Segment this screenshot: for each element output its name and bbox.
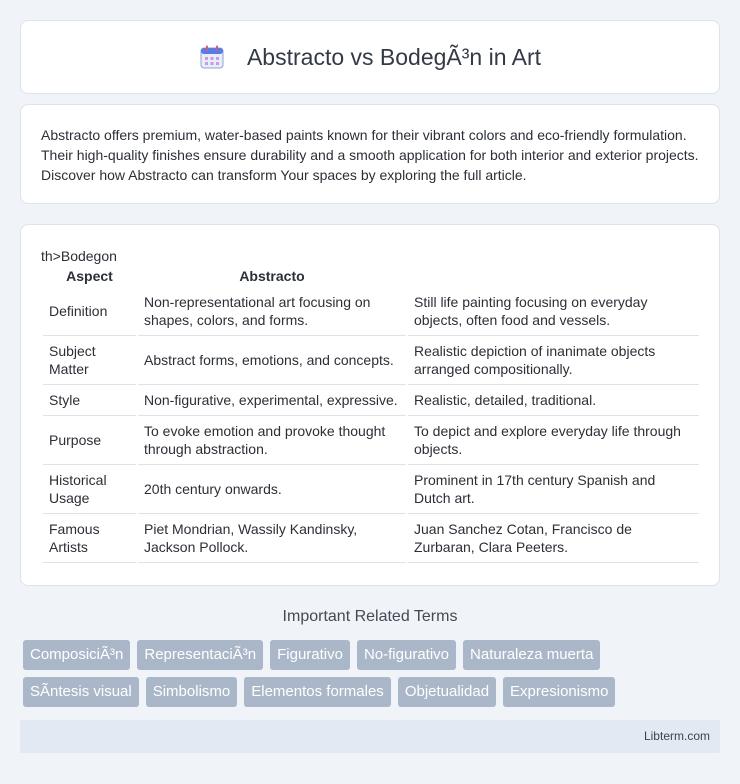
cell-abstracto: To evoke emotion and provoke thought through abstraction. — [138, 416, 406, 465]
cell-aspect: Famous Artists — [43, 514, 136, 563]
calendar-icon — [199, 44, 225, 70]
header-bodegon — [408, 265, 699, 287]
page-title: Abstracto vs BodegÃ³n in Art — [246, 43, 542, 70]
cell-bodegon: Realistic, detailed, traditional. — [408, 385, 699, 416]
term-tag[interactable]: Elementos formales — [244, 677, 391, 707]
comparison-card — [20, 224, 720, 586]
term-tag[interactable]: ComposiciÃ³n — [23, 640, 130, 670]
term-tag[interactable]: Expresionismo — [503, 677, 615, 707]
term-tag[interactable]: Objetualidad — [398, 677, 496, 707]
term-tag[interactable]: Simbolismo — [146, 677, 238, 707]
cell-aspect: Subject Matter — [43, 336, 136, 385]
cell-aspect: Definition — [43, 287, 136, 336]
cell-bodegon: Juan Sanchez Cotan, Francisco de Zurbaran, Clara Peeters. — [408, 514, 699, 563]
related-terms — [23, 640, 723, 714]
cell-bodegon: Prominent in 17th century Spanish and Dutch art. — [408, 465, 699, 514]
table-row — [43, 287, 699, 336]
term-tag[interactable]: SÃntesis visual — [23, 677, 139, 707]
term-tag[interactable]: No-figurativo — [357, 640, 456, 670]
intro-card — [20, 104, 720, 204]
cell-abstracto: Non-figurative, experimental, expressive. — [138, 385, 406, 416]
table-row — [43, 465, 699, 514]
related-terms-title: Important Related Terms — [282, 608, 458, 625]
term-tag[interactable]: RepresentaciÃ³n — [137, 640, 263, 670]
table-row — [43, 416, 699, 465]
header-abstracto: Abstracto — [239, 268, 305, 284]
cell-aspect: Style — [43, 385, 136, 416]
cell-aspect: Purpose — [43, 416, 136, 465]
cell-abstracto: Non-representational art focusing on shapes, colors, and forms. — [138, 287, 406, 336]
term-tag[interactable]: Figurativo — [270, 640, 350, 670]
table-row — [43, 385, 699, 416]
table-pre-text: th>Bodegon — [41, 248, 117, 264]
tag-row — [23, 640, 723, 670]
cell-bodegon: To depict and explore everyday life through objects. — [408, 416, 699, 465]
table-row — [43, 336, 699, 385]
header-aspect: Aspect — [66, 268, 113, 284]
cell-bodegon: Realistic depiction of inanimate objects arranged compositionally. — [408, 336, 699, 385]
footer — [20, 720, 720, 753]
cell-abstracto: Abstract forms, emotions, and concepts. — [138, 336, 406, 385]
cell-abstracto: Piet Mondrian, Wassily Kandinsky, Jackson Pollock. — [138, 514, 406, 563]
cell-aspect: Historical Usage — [43, 465, 136, 514]
footer-site-link[interactable]: Libterm.com — [643, 729, 710, 743]
tag-row — [23, 677, 723, 707]
term-tag[interactable]: Naturaleza muerta — [463, 640, 600, 670]
title-card — [20, 20, 720, 94]
intro-text: Abstracto offers premium, water-based paints known for their vibrant colors and eco-friendly formulation. Their high-quality finishes ensure durability and a smooth application for both interior and exterior projects. Discover how Abstracto can transform Your spaces by exploring the full article. — [41, 127, 699, 183]
cell-abstracto: 20th century onwards. — [138, 465, 406, 514]
comparison-table — [41, 265, 701, 563]
table-row — [43, 514, 699, 563]
cell-bodegon: Still life painting focusing on everyday objects, often food and vessels. — [408, 287, 699, 336]
